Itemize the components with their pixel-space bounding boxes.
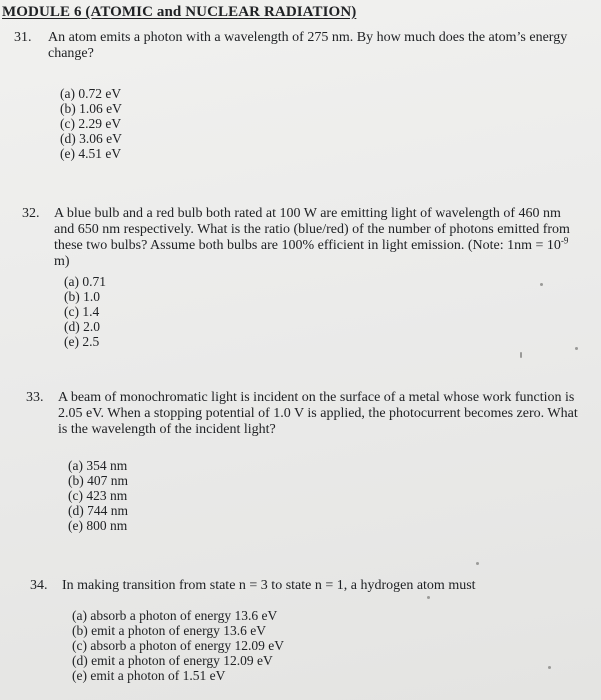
paper-speck: [575, 347, 578, 350]
question-text: A beam of monochromatic light is incident on the surface of a metal whose work function is 2.05 eV. When a stopping potential of 1.0 V is applied, the photocurrent becomes zero. What is the wavelength of the incident light?: [58, 390, 578, 437]
option-b: (b) emit a photon of energy 13.6 eV: [72, 623, 266, 638]
option-e: (e) 4.51 eV: [60, 146, 122, 161]
question-text: An atom emits a photon with a wavelength of 275 nm. By how much does the atom’s energy change?: [48, 30, 568, 61]
question-text: In making transition from state n = 3 to state n = 1, a hydrogen atom must: [62, 578, 476, 593]
paper-speck: [520, 352, 522, 358]
option-a: (a) 0.72 eV: [60, 86, 122, 101]
option-d: (d) 2.0: [64, 319, 100, 334]
question-number: 32.: [22, 206, 40, 221]
option-list: [64, 274, 106, 349]
option-c: (c) absorb a photon of energy 12.09 eV: [72, 638, 284, 653]
option-b: (b) 1.06 eV: [60, 101, 122, 116]
option-a: (a) 0.71: [64, 274, 106, 289]
question-text: [54, 206, 582, 270]
option-d: (d) emit a photon of energy 12.09 eV: [72, 653, 273, 668]
option-c: (c) 423 nm: [68, 488, 128, 503]
paper-speck: [476, 562, 479, 565]
exponent: -9: [560, 235, 569, 246]
paper-speck: [548, 666, 551, 669]
question-text-end: m): [54, 254, 70, 269]
option-c: (c) 1.4: [64, 304, 100, 319]
question-text-main: A blue bulb and a red bulb both rated at 100 W are emitting light of wavelength of 460 nm and 650 nm respectively. What is the ratio (blue/red) of the number of photons emitted from these two bulbs? Assume both bulbs are 100% efficient in light emission. (Note: 1nm = 10: [54, 206, 570, 253]
question-number: 33.: [26, 390, 44, 405]
option-list: [68, 458, 128, 533]
option-e: (e) 800 nm: [68, 518, 128, 533]
option-b: (b) 1.0: [64, 289, 100, 304]
module-title: MODULE 6 (ATOMIC and NUCLEAR RADIATION): [2, 4, 357, 20]
option-c: (c) 2.29 eV: [60, 116, 122, 131]
paper-speck: [540, 283, 543, 286]
option-list: [60, 86, 122, 161]
paper-speck: [427, 596, 430, 599]
option-b: (b) 407 nm: [68, 473, 128, 488]
option-list: [72, 608, 284, 683]
option-a: (a) 354 nm: [68, 458, 128, 473]
option-d: (d) 744 nm: [68, 503, 128, 518]
option-e: (e) 2.5: [64, 334, 100, 349]
question-number: 34.: [30, 578, 48, 593]
option-d: (d) 3.06 eV: [60, 131, 122, 146]
question-number: 31.: [14, 30, 32, 45]
option-a: (a) absorb a photon of energy 13.6 eV: [72, 608, 278, 623]
option-e: (e) emit a photon of 1.51 eV: [72, 668, 226, 683]
